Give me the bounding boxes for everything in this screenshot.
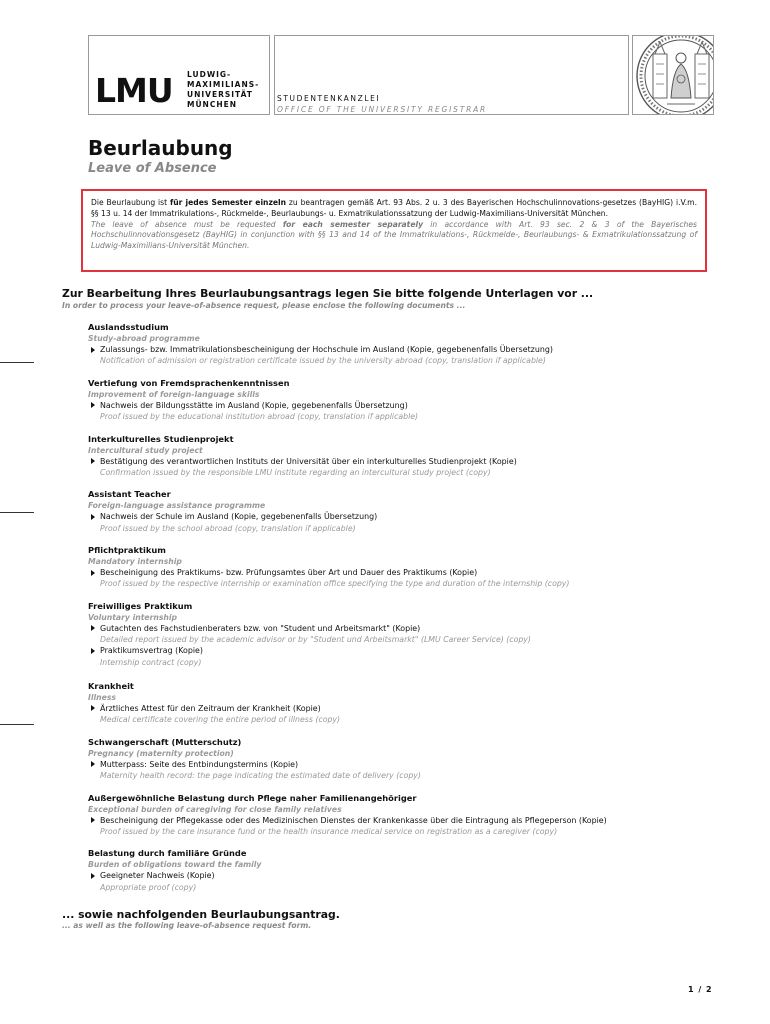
page-title: Beurlaubung <box>88 136 233 160</box>
notice-de-emphasis: für jedes Semester einzeln <box>169 198 287 207</box>
notice-en-part: The leave of absence must be requested <box>91 219 283 229</box>
category-title-en: Exceptional burden of caregiving for close family relatives <box>88 804 342 814</box>
category-assistant-teacher <box>88 489 728 545</box>
notice-text-en <box>91 220 697 252</box>
list-item-en: Detailed report issued by the academic advisor or by "Student und Arbeitsmarkt" (LMU Career Service) (copy) <box>100 635 531 645</box>
category-title: Assistant Teacher <box>88 489 171 500</box>
category-mandatory-internship <box>88 545 728 601</box>
office-name: STUDENTENKANZLEI <box>277 94 381 103</box>
document-categories <box>88 322 728 904</box>
category-title: Freiwilliges Praktikum <box>88 600 193 611</box>
list-item-en: Proof issued by the school abroad (copy, translation if applicable) <box>100 523 356 533</box>
notice-de-part: zu beantragen gemäß Art. 93 Abs. 2 u. 3 des Bayerischen Hochschulinnovations-gesetzes (BayHIG) i.V.m. §§ 13 u. 14 der Immatrikulations-, Rückmelde-, Beurlaubungs- u. Exmatrikulationssatzung der Ludwig-Maximilians-Universität München. <box>91 198 697 218</box>
notice-en-emphasis: for each semester separately <box>282 219 424 229</box>
university-seal-box <box>632 35 714 115</box>
list-item-en: Notification of admission or registration certificate issued by the university abroad (copy, translation if applicable) <box>100 356 546 366</box>
category-illness <box>88 681 728 737</box>
punch-mark <box>0 512 34 513</box>
category-title-en: Illness <box>88 692 116 702</box>
list-item: Zulassungs- bzw. Immatrikulationsbescheinigung der Hochschule im Ausland (Kopie, gegebenenfalls Übersetzung) <box>88 344 728 355</box>
category-title: Interkulturelles Studienprojekt <box>88 433 234 444</box>
list-item-en: Appropriate proof (copy) <box>100 882 197 892</box>
category-family-obligations <box>88 848 728 904</box>
category-title: Pflichtpraktikum <box>88 545 166 556</box>
list-item: Gutachten des Fachstudienberaters bzw. von "Student und Arbeitsmarkt" (Kopie) <box>88 623 728 634</box>
fold-mark <box>0 724 34 725</box>
closing-heading-en: ... as well as the following leave-of-absence request form. <box>62 921 312 930</box>
list-item: Nachweis der Schule im Ausland (Kopie, gegebenenfalls Übersetzung) <box>88 511 728 522</box>
category-title-en: Mandatory internship <box>88 557 182 567</box>
list-item: Bescheinigung der Pflegekasse oder des Medizinischen Dienstes der Krankenkasse über die Eintragung als Pflegeperson (Kopie) <box>88 815 728 826</box>
category-title-en: Study-abroad programme <box>88 334 200 343</box>
list-item: Nachweis der Bildungsstätte im Ausland (Kopie, gegebenenfalls Übersetzung) <box>88 400 728 411</box>
category-title-en: Foreign-language assistance programme <box>88 501 266 511</box>
university-name-line: LUDWIG- <box>187 70 232 79</box>
notice-en-part: in accordance with Art. 93 sec. 2 & 3 of the Bayerisches Hochschulinnovationsgesetz (BayHIG) in conjunction with §§ 13 and 14 of the Immatrikulations-, Rückmelde-, Beurlaubungs- & Exmatrikulationssatzung of Ludwig-Maximilians-Universität München. <box>91 219 697 251</box>
category-title: Krankheit <box>88 680 134 691</box>
category-title-en: Intercultural study project <box>88 445 203 455</box>
list-item-en: Maternity health record: the page indicating the estimated date of delivery (copy) <box>100 770 421 780</box>
category-title: Außergewöhnliche Belastung durch Pflege naher Familienangehöriger <box>88 792 417 803</box>
list-item: Ärztliches Attest für den Zeitraum der Krankheit (Kopie) <box>88 703 728 714</box>
notice-text-de <box>91 198 697 220</box>
university-name-line: MÜNCHEN <box>187 100 238 109</box>
category-title: Belastung durch familiäre Gründe <box>88 848 247 859</box>
page-number: 1 / 2 <box>688 985 713 994</box>
university-name <box>187 70 259 110</box>
category-title: Schwangerschaft (Mutterschutz) <box>88 736 242 747</box>
list-item: Praktikumsvertrag (Kopie) <box>88 645 728 656</box>
category-title-en: Burden of obligations toward the family <box>88 860 262 870</box>
category-pregnancy <box>88 737 728 793</box>
notice-de-part: Die Beurlaubung ist <box>91 198 170 207</box>
category-voluntary-internship <box>88 601 728 681</box>
university-seal-icon <box>632 35 714 115</box>
documents-heading-en: In order to process your leave-of-absence request, please enclose the following documents ... <box>62 301 466 310</box>
list-item: Geeigneter Nachweis (Kopie) <box>88 870 728 881</box>
documents-heading: Zur Bearbeitung Ihres Beurlaubungsantrags legen Sie bitte folgende Unterlagen vor ... <box>62 287 594 300</box>
list-item-en: Proof issued by the care insurance fund or the health insurance medical service on registration as a caregiver (copy) <box>100 826 558 836</box>
category-caregiving <box>88 793 728 849</box>
list-item-en: Proof issued by the educational institution abroad (copy, translation if applicable) <box>100 412 419 421</box>
list-item-en: Medical certificate covering the entire period of illness (copy) <box>100 715 341 725</box>
lmu-logo: LMU <box>95 71 173 110</box>
category-intercultural <box>88 434 728 490</box>
category-foreign-language <box>88 378 728 434</box>
category-title: Vertiefung von Fremdsprachenkenntnissen <box>88 377 290 388</box>
fold-mark <box>0 362 34 363</box>
closing-heading: ... sowie nachfolgenden Beurlaubungsantrag. <box>62 908 340 921</box>
category-title: Auslandsstudium <box>88 322 169 332</box>
notice-box <box>81 189 707 272</box>
registrar-box <box>274 35 629 115</box>
page-title-en: Leave of Absence <box>88 161 217 176</box>
category-title-en: Improvement of foreign-language skills <box>88 389 260 399</box>
office-name-en: OFFICE OF THE UNIVERSITY REGISTRAR <box>277 105 488 114</box>
list-item: Bescheinigung des Praktikums- bzw. Prüfungsamtes über Art und Dauer des Praktikums (Kopie) <box>88 567 728 578</box>
list-item: Bestätigung des verantwortlichen Instituts der Universität über ein interkulturelles Studienprojekt (Kopie) <box>88 456 728 467</box>
list-item: Mutterpass: Seite des Entbindungstermins (Kopie) <box>88 759 728 770</box>
category-title-en: Voluntary internship <box>88 612 178 622</box>
list-item-en: Internship contract (copy) <box>100 657 202 667</box>
list-item-en: Confirmation issued by the responsible LMU institute regarding an intercultural study project (copy) <box>100 467 491 477</box>
category-title-en: Pregnancy (maternity protection) <box>88 748 234 758</box>
lmu-logo-box <box>88 35 270 115</box>
list-item-en: Proof issued by the respective internship or examination office specifying the type and duration of the internship (copy) <box>100 579 570 589</box>
category-study-abroad <box>88 322 728 378</box>
university-name-line: UNIVERSITÄT <box>187 90 253 99</box>
university-name-line: MAXIMILIANS- <box>187 80 260 89</box>
